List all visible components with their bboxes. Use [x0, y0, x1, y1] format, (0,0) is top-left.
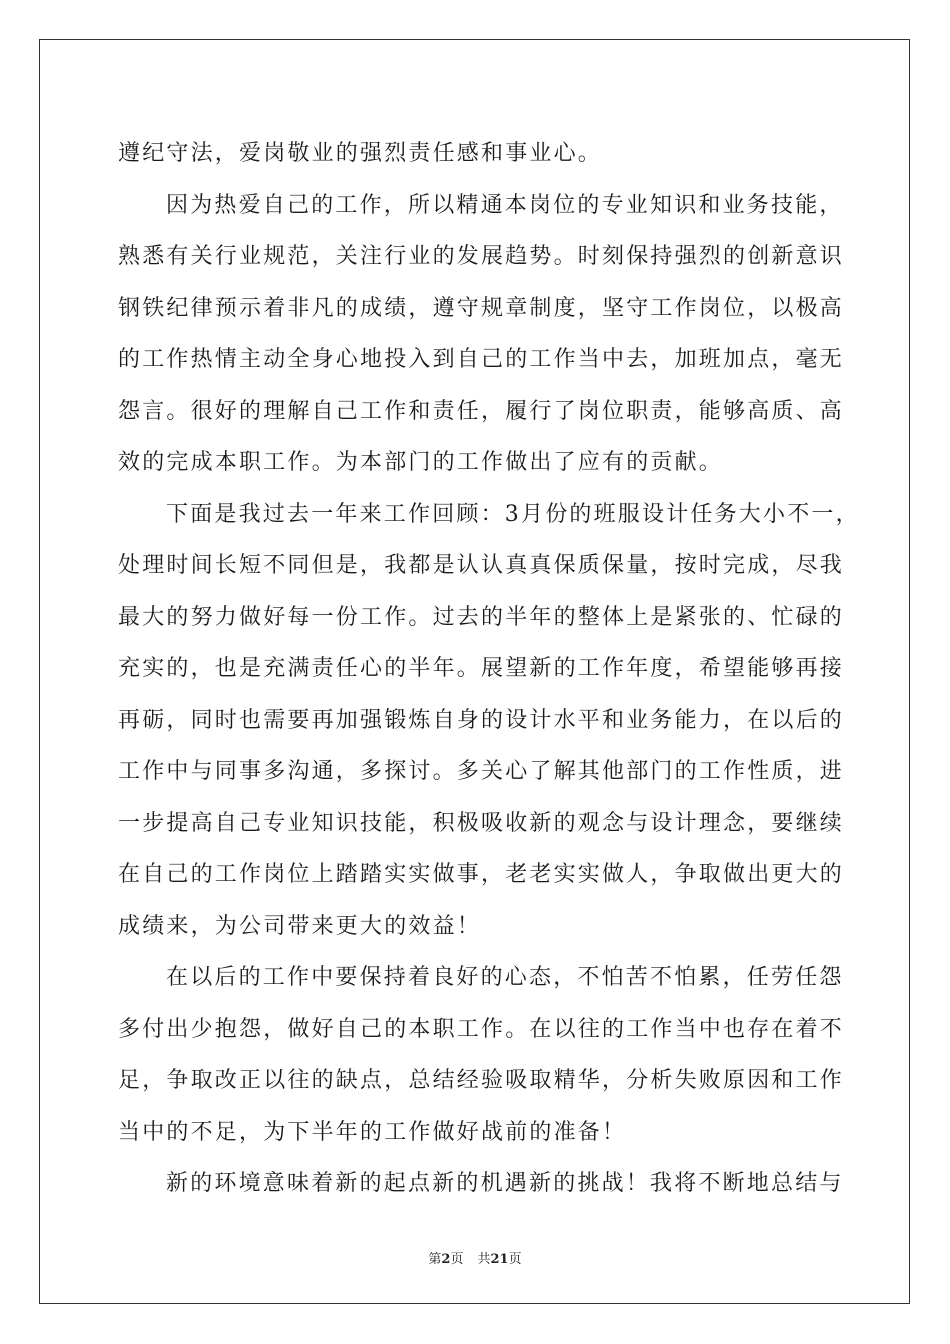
page-footer	[0, 1248, 950, 1267]
text-line: 多付出少抱怨，做好自己的本职工作。在以往的工作当中也存在着不	[118, 1016, 845, 1042]
page-total: 21	[490, 1252, 509, 1267]
text-line: 钢铁纪律预示着非凡的成绩，遵守规章制度，坚守工作岗位，以极高	[118, 295, 845, 321]
text-line: 成绩来，为公司带来更大的效益！	[118, 913, 482, 939]
total-prefix: 共	[477, 1252, 491, 1267]
text-line: 再砺，同时也需要再加强锻炼自身的设计水平和业务能力，在以后的	[118, 707, 845, 733]
text-line: 充实的，也是充满责任心的半年。展望新的工作年度，希望能够再接	[118, 656, 845, 681]
paragraph-start-line: 新的环境意味着新的起点新的机遇新的挑战！我将不断地总结与	[166, 1171, 844, 1196]
text-line: 当中的不足，为下半年的工作做好战前的准备！	[118, 1119, 627, 1145]
paragraph-start-line: 下面是我过去一年来工作回顾：3月份的班服设计任务大小不一，	[166, 501, 860, 527]
page-current: 2	[441, 1252, 451, 1267]
text-line: 一步提高自己专业知识技能，积极吸收新的观念与设计理念，要继续	[118, 810, 845, 836]
text-line: 足，争取改正以往的缺点，总结经验吸取精华，分析失败原因和工作	[118, 1068, 845, 1093]
text-line: 最大的努力做好每一份工作。过去的半年的整体上是紧张的、忙碌的	[118, 604, 845, 630]
text-line: 怨言。很好的理解自己工作和责任，履行了岗位职责，能够高质、高	[118, 398, 845, 424]
text-line: 熟悉有关行业规范，关注行业的发展趋势。时刻保持强烈的创新意识	[118, 244, 845, 269]
text-line: 处理时间长短不同但是，我都是认认真真保质保量，按时完成，尽我	[118, 553, 845, 578]
page-suffix: 页	[450, 1252, 464, 1267]
text-line: 工作中与同事多沟通，多探讨。多关心了解其他部门的工作性质，进	[118, 759, 845, 784]
text-line: 效的完成本职工作。为本部门的工作做出了应有的贡献。	[118, 450, 724, 475]
document-body	[118, 128, 860, 1210]
text-line: 遵纪守法，爱岗敬业的强烈责任感和事业心。	[118, 141, 603, 166]
text-line: 在自己的工作岗位上踏踏实实做事，老老实实做人，争取做出更大的	[118, 862, 845, 887]
paragraph-start-line: 因为热爱自己的工作，所以精通本岗位的专业知识和业务技能，	[166, 192, 844, 218]
paragraph-start-line: 在以后的工作中要保持着良好的心态，不怕苦不怕累，任劳任怨	[166, 965, 844, 990]
total-suffix: 页	[508, 1252, 522, 1267]
page-prefix: 第	[428, 1252, 442, 1267]
text-line: 的工作热情主动全身心地投入到自己的工作当中去，加班加点，毫无	[118, 347, 845, 372]
